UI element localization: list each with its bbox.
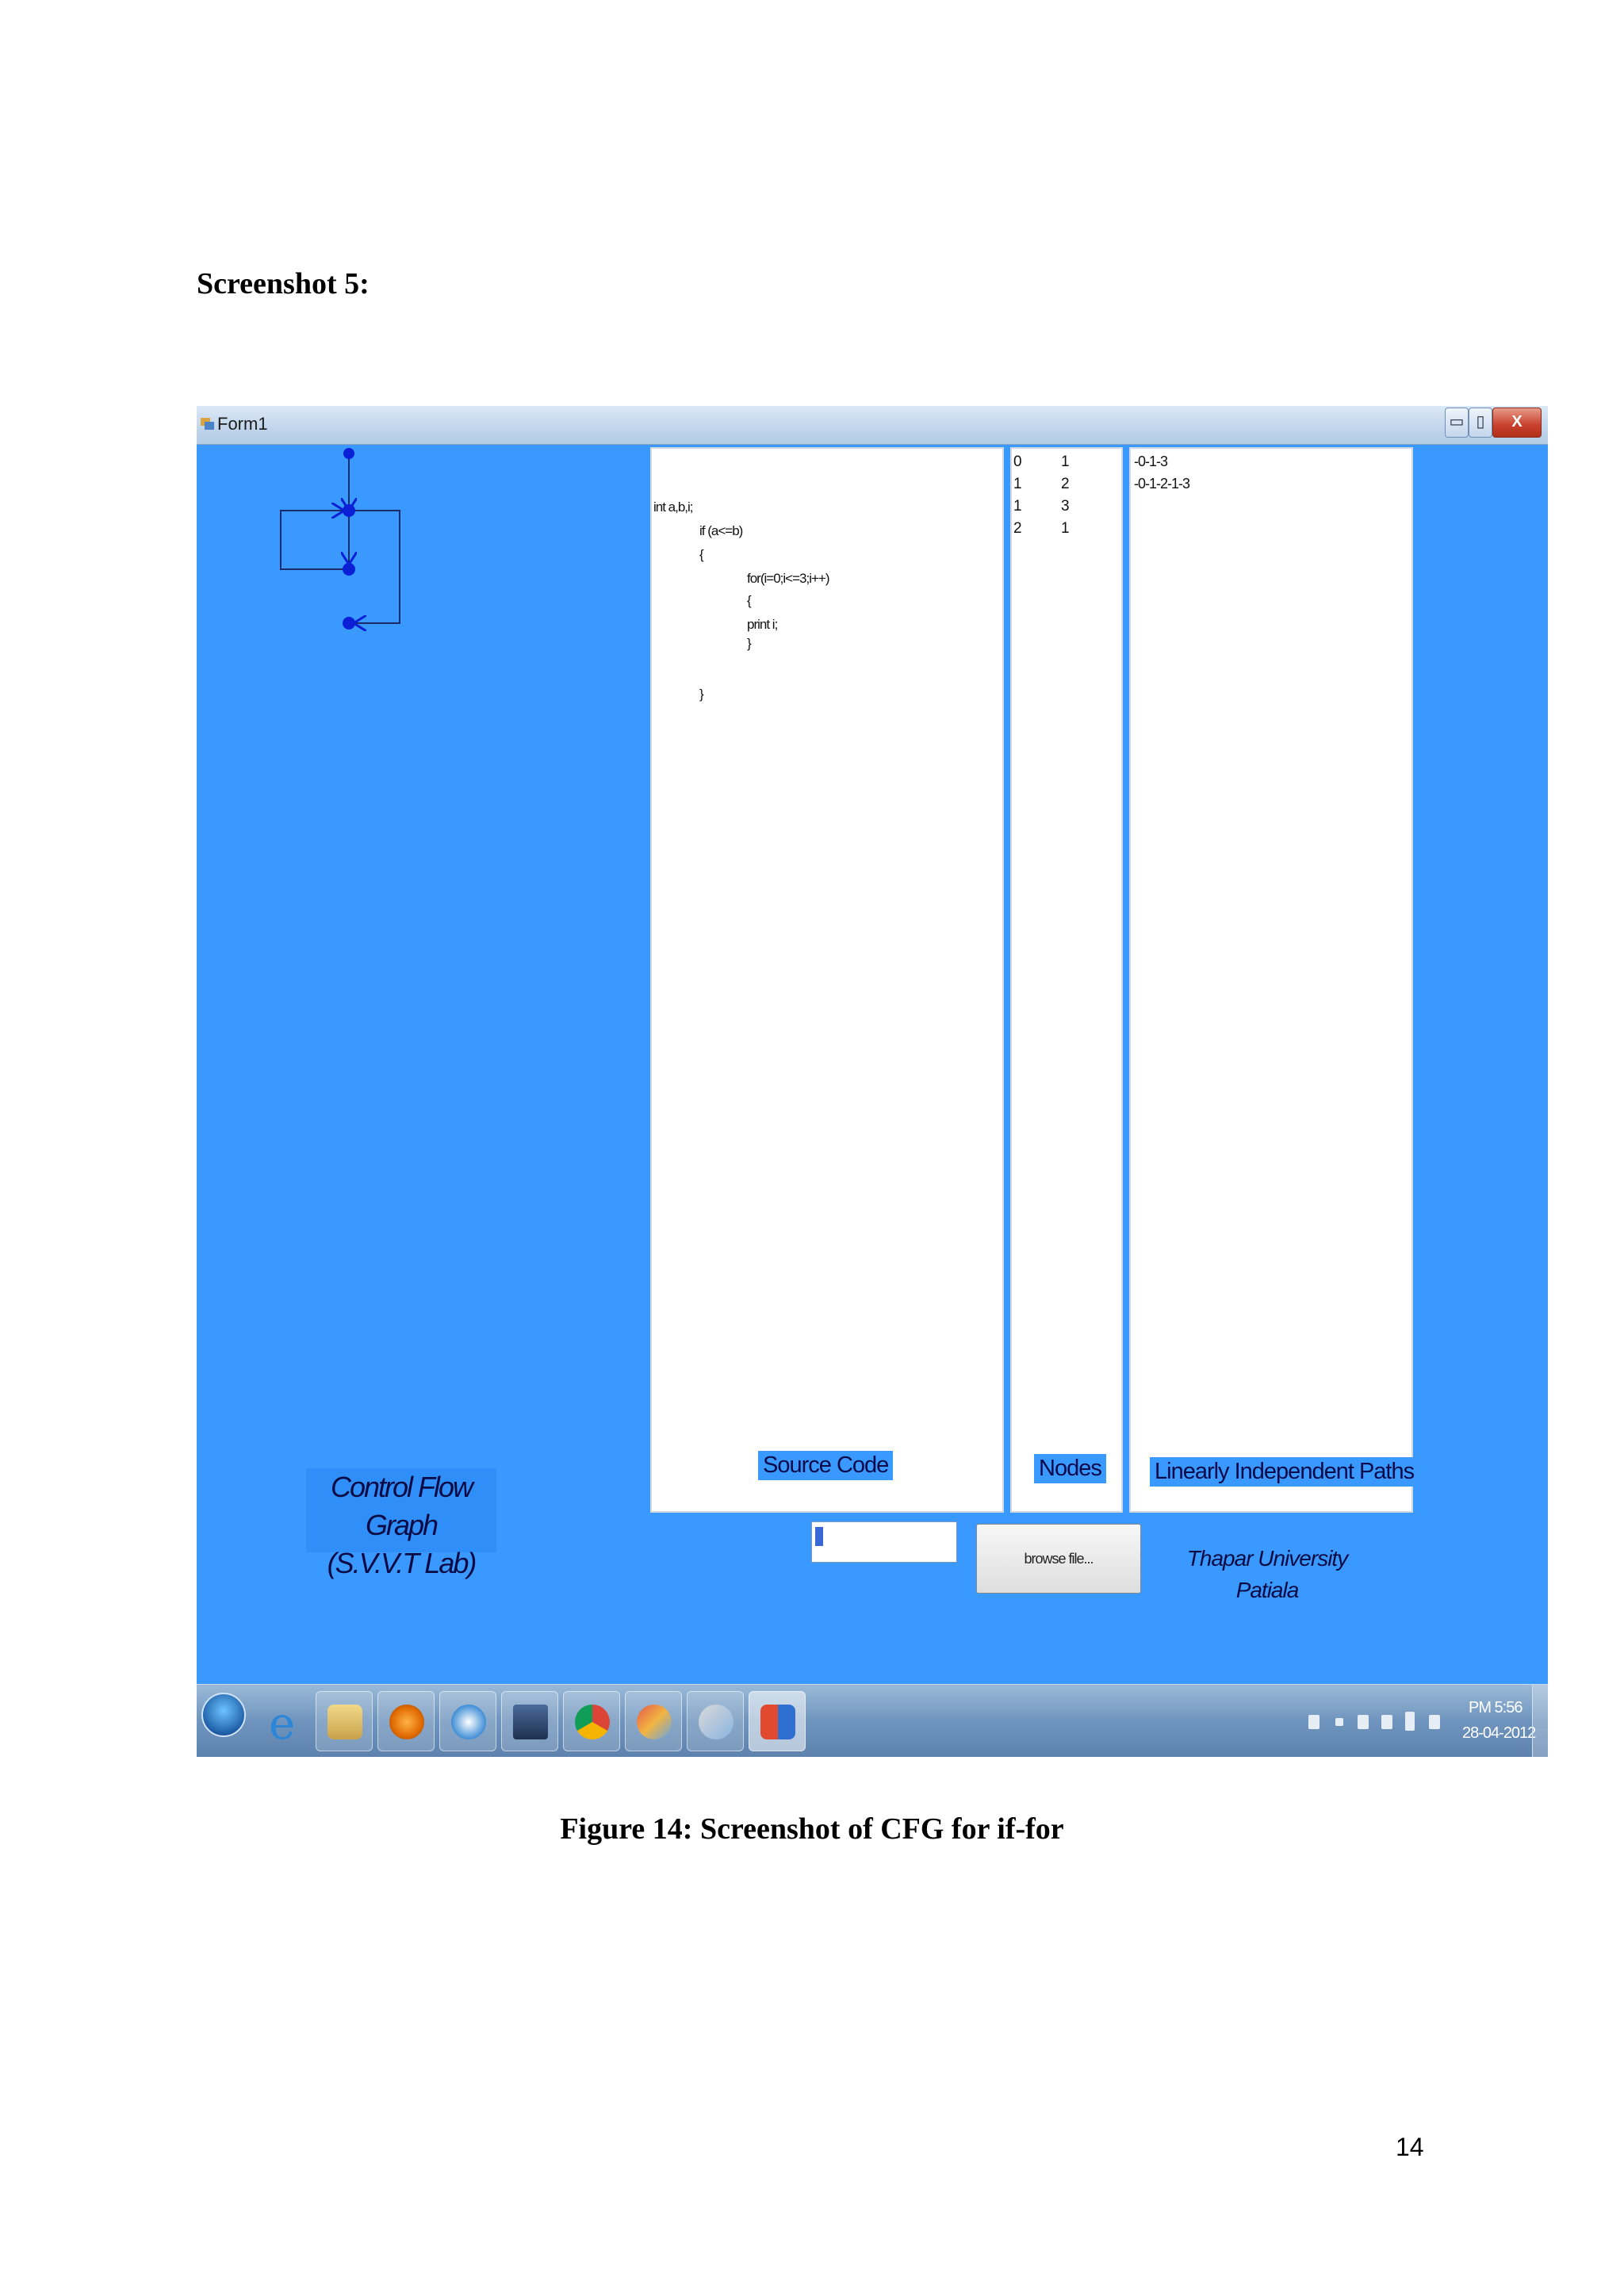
node-from: 1 <box>1013 476 1022 492</box>
app-icon <box>200 415 216 431</box>
path-line: -0-1-3 <box>1134 453 1168 469</box>
path-line: -0-1-2-1-3 <box>1134 476 1190 492</box>
cfg-node-0 <box>343 448 354 459</box>
code-line: { <box>699 547 703 562</box>
close-button[interactable]: X <box>1492 408 1542 438</box>
source-code-panel[interactable] <box>650 447 1004 1513</box>
cfg-node-3 <box>343 617 355 629</box>
code-line: for(i=0;i<=3;i++) <box>747 571 829 586</box>
node-from: 1 <box>1013 498 1022 515</box>
app-window <box>197 406 1548 1757</box>
code-line: int a,b,i; <box>653 499 693 515</box>
signal-icon[interactable] <box>1429 1715 1440 1729</box>
node-from: 2 <box>1013 520 1022 537</box>
figure-caption: Figure 14: Screenshot of CFG for if-for <box>560 1812 1064 1846</box>
cfg-node-1 <box>343 504 355 517</box>
cfg-title-line2: (S.V.V.T Lab) <box>327 1547 476 1579</box>
volume-icon[interactable] <box>1358 1715 1369 1729</box>
chrome-icon[interactable] <box>563 1691 620 1751</box>
window-title: Form1 <box>217 414 268 434</box>
code-line: { <box>747 593 751 608</box>
university-label <box>1172 1543 1362 1606</box>
show-desktop-button[interactable] <box>1532 1685 1548 1757</box>
cfg-graph <box>197 444 514 682</box>
paths-panel[interactable] <box>1129 447 1413 1513</box>
nodes-panel[interactable] <box>1010 447 1123 1513</box>
flag-icon[interactable] <box>1381 1715 1392 1729</box>
code-line: } <box>699 687 703 702</box>
computer-icon[interactable] <box>501 1691 558 1751</box>
university-name: Thapar University <box>1186 1546 1348 1571</box>
source-code-label: Source Code <box>758 1451 893 1480</box>
code-line: } <box>747 636 751 651</box>
tray-arrow-icon[interactable] <box>1335 1718 1343 1726</box>
text-caret <box>815 1527 823 1546</box>
node-to: 1 <box>1061 520 1070 537</box>
node-from: 0 <box>1013 453 1022 470</box>
paths-label: Linearly Independent Paths <box>1150 1457 1419 1487</box>
clock-date[interactable]: 28-04-2012 <box>1462 1724 1536 1742</box>
browse-file-button[interactable]: browse file... <box>976 1524 1141 1594</box>
document-heading: Screenshot 5: <box>197 267 370 300</box>
cfg-title-line1: Control Flow Graph <box>330 1471 473 1541</box>
cfg-edge-1-3 <box>354 511 400 623</box>
start-button[interactable] <box>201 1693 246 1737</box>
node-to: 3 <box>1061 498 1070 515</box>
paint-tool-icon[interactable] <box>625 1691 682 1751</box>
node-to: 1 <box>1061 453 1070 470</box>
tray-keyboard-icon[interactable] <box>1308 1715 1320 1729</box>
internet-explorer-icon[interactable]: e <box>269 1698 296 1750</box>
taskbar <box>197 1684 1548 1757</box>
clock-time[interactable]: PM 5:56 <box>1469 1699 1522 1716</box>
file-explorer-icon[interactable] <box>316 1691 373 1751</box>
code-line: if (a<=b) <box>699 523 743 538</box>
media-player-icon[interactable] <box>377 1691 435 1751</box>
nodes-label: Nodes <box>1034 1454 1106 1483</box>
dell-icon[interactable] <box>439 1691 496 1751</box>
code-line: print i; <box>747 617 778 632</box>
maximize-button[interactable]: ▯ <box>1469 408 1492 438</box>
cfg-node-2 <box>343 563 355 576</box>
office-icon[interactable] <box>749 1691 806 1751</box>
page-number: 14 <box>1396 2133 1424 2161</box>
brush-tool-icon[interactable] <box>687 1691 744 1751</box>
title-bar[interactable] <box>197 406 1548 445</box>
file-path-input[interactable] <box>811 1521 957 1563</box>
node-to: 2 <box>1061 476 1070 492</box>
university-city: Patiala <box>1235 1578 1299 1602</box>
minimize-button[interactable]: ▭ <box>1445 408 1469 438</box>
battery-icon[interactable] <box>1405 1712 1415 1731</box>
cfg-edge-2-1 <box>281 511 349 569</box>
cfg-title-box <box>306 1468 496 1579</box>
